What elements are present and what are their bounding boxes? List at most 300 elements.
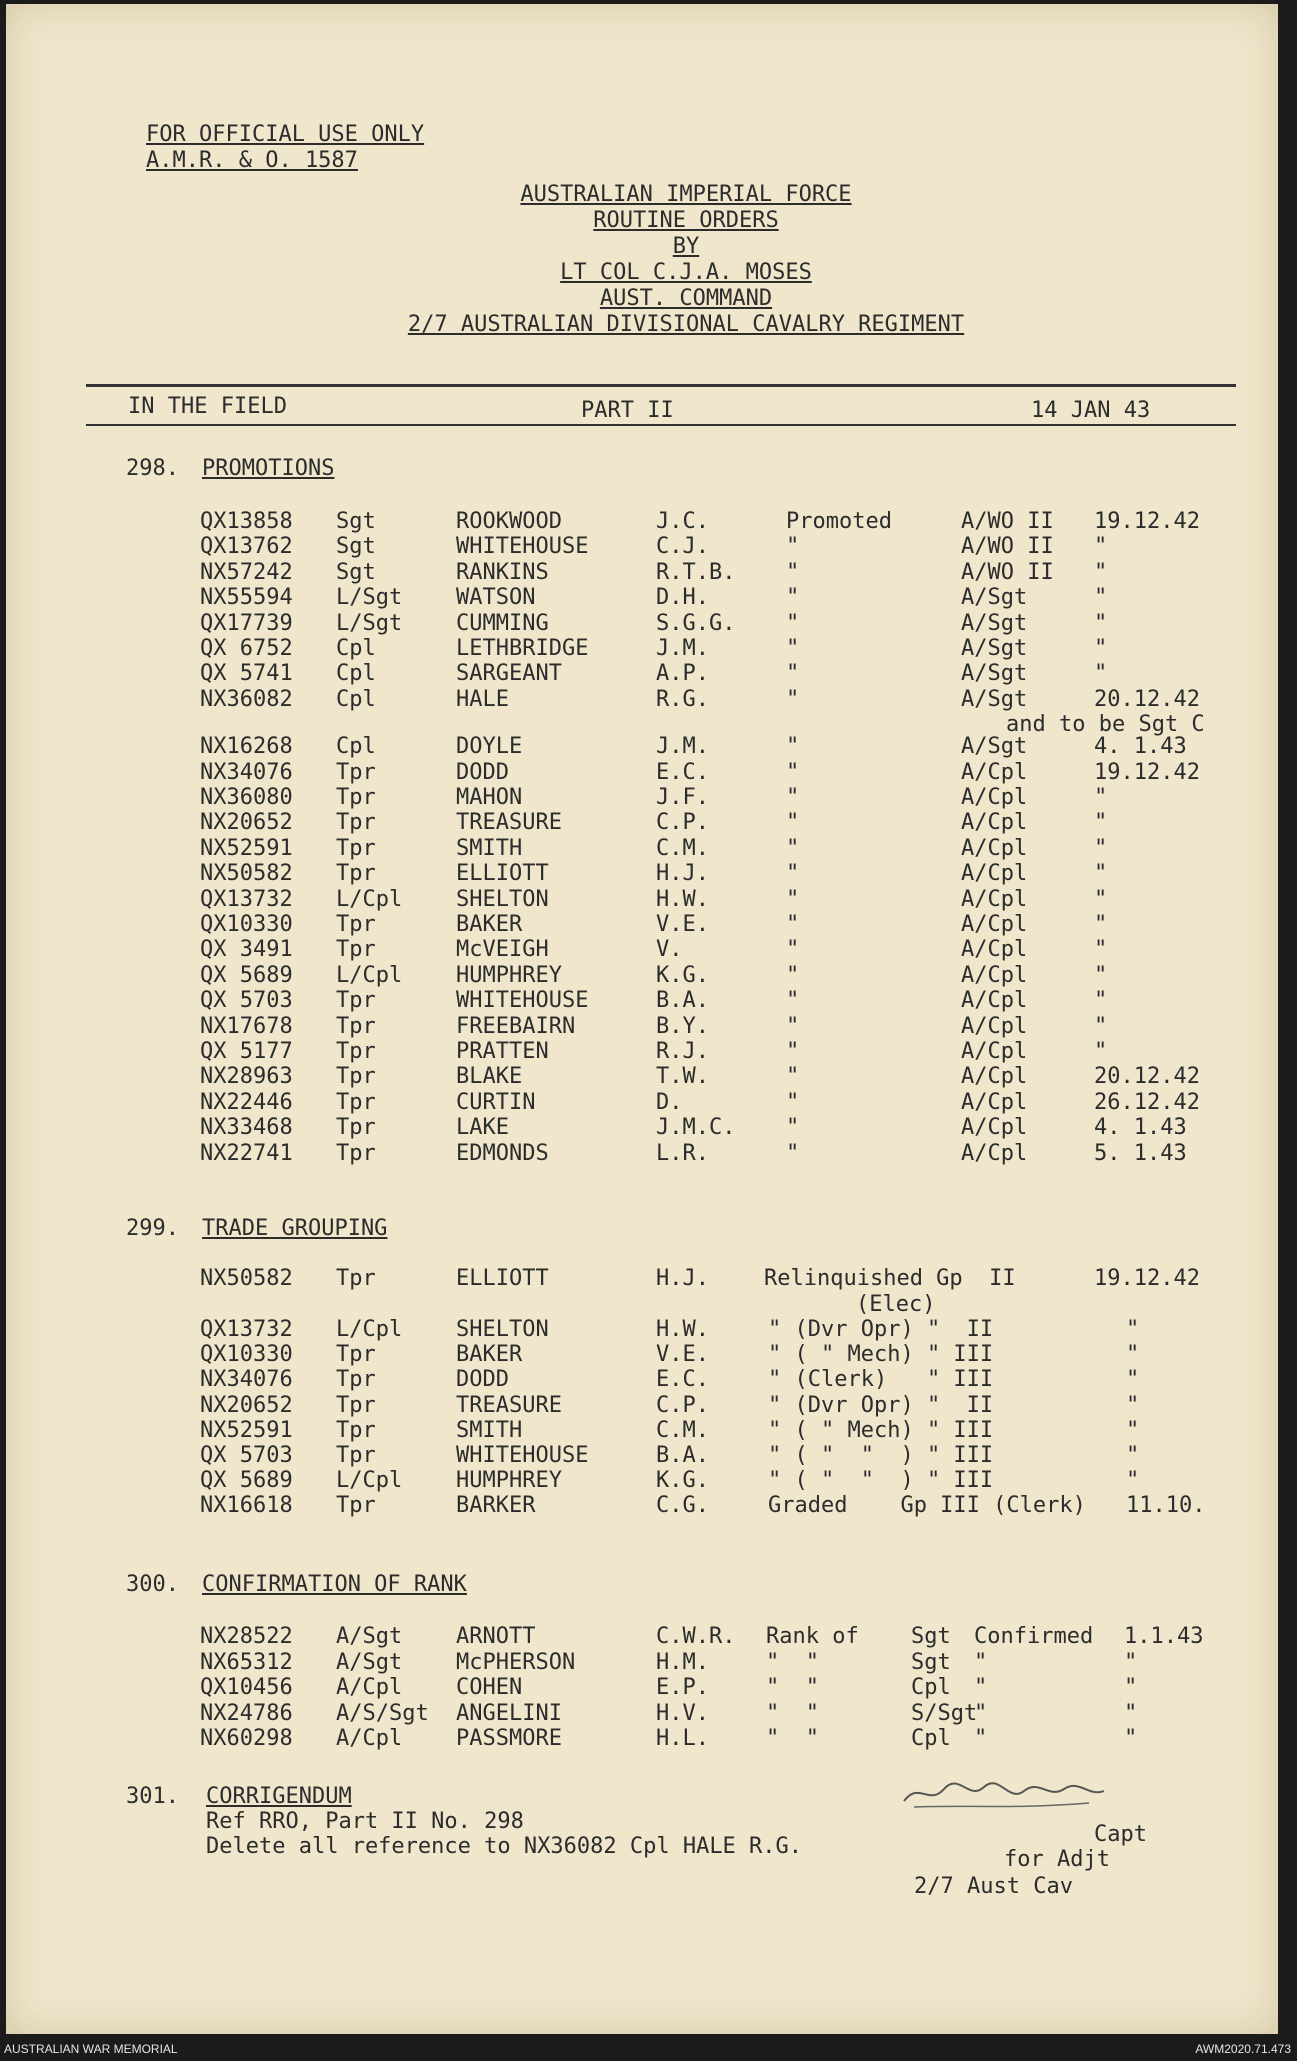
effective-date: 20.12.42 (1094, 686, 1200, 712)
rank: A/Cpl (336, 1726, 403, 1752)
rank: Tpr (336, 861, 376, 887)
rank: Tpr (336, 1064, 376, 1090)
service-number: QX10330 (200, 912, 293, 937)
surname: DODD (456, 1367, 509, 1393)
confirmation-table (6, 1624, 1278, 1764)
action: " (786, 810, 800, 836)
initials: H.M. (656, 1649, 709, 1675)
service-number: QX10456 (200, 1675, 293, 1701)
action: " (786, 937, 800, 963)
table-row (6, 734, 1278, 760)
surname: MAHON (456, 785, 523, 810)
rank: Tpr (336, 1342, 376, 1368)
trade-action: " ( " " ) " III (768, 1468, 994, 1494)
action: " (786, 886, 800, 912)
signature-unit: 2/7 Aust Cav (914, 1874, 1073, 1899)
document-page (6, 4, 1278, 2034)
table-row (6, 1342, 1278, 1368)
table-row (6, 687, 1278, 713)
service-number: NX20652 (200, 810, 293, 836)
rank: L/Cpl (336, 1468, 403, 1494)
confirmed: " (974, 1649, 988, 1675)
rank: Tpr (336, 1089, 376, 1115)
trade-action: " ( " " ) " III (768, 1443, 994, 1468)
section-number: 299. (126, 1216, 179, 1241)
table-row (6, 1014, 1278, 1040)
service-number: QX 5703 (200, 988, 293, 1014)
surname: RANKINS (456, 559, 549, 585)
rank: L/Cpl (336, 962, 403, 988)
new-rank: A/Cpl (961, 1089, 1028, 1115)
effective-date: 5. 1.43 (1094, 1140, 1187, 1166)
rank-of: Rank of (766, 1624, 859, 1649)
new-rank: A/Cpl (961, 937, 1028, 963)
service-number: NX52591 (200, 1417, 293, 1443)
surname: SMITH (456, 835, 523, 861)
action: " (786, 1013, 800, 1039)
table-row (6, 1624, 1278, 1650)
new-rank: A/Cpl (961, 1140, 1028, 1166)
rank: Tpr (336, 988, 376, 1014)
table-row (6, 585, 1278, 611)
initials: E.C. (656, 1367, 709, 1393)
initials: B.Y. (656, 1013, 709, 1039)
action: " (786, 610, 800, 636)
section-number: 298. (126, 456, 179, 481)
rank: Cpl (336, 661, 376, 687)
new-rank: A/Cpl (961, 962, 1028, 988)
effective-date: " (1126, 1342, 1140, 1368)
surname: ELLIOTT (456, 1266, 549, 1291)
effective-date: " (1094, 585, 1108, 611)
service-number: NX50582 (200, 1266, 293, 1291)
surname: HUMPHREY (456, 1468, 562, 1494)
rank: Tpr (336, 759, 376, 785)
rank: Tpr (336, 1013, 376, 1039)
surname: BAKER (456, 1342, 523, 1368)
service-number: NX57242 (200, 559, 293, 585)
rank: L/Sgt (336, 585, 403, 611)
trade-first-row (6, 1266, 1278, 1292)
table-row (6, 1090, 1278, 1116)
service-number: NX22741 (200, 1140, 293, 1166)
new-rank: A/Cpl (961, 912, 1028, 937)
new-rank: A/Sgt (961, 585, 1028, 611)
service-number: QX 5741 (200, 661, 293, 687)
promotion-note: and to be Sgt C (1006, 712, 1205, 737)
signature-rank: Capt (1094, 1822, 1147, 1847)
rank: Tpr (336, 835, 376, 861)
new-rank: A/Cpl (961, 1039, 1028, 1064)
header-rule-top (86, 384, 1236, 387)
service-number: QX 5689 (200, 1468, 293, 1494)
table-row (6, 861, 1278, 887)
rank: Tpr (336, 1266, 376, 1291)
service-number: NX24786 (200, 1700, 293, 1726)
effective-date: " (1124, 1726, 1138, 1752)
action: " (786, 988, 800, 1014)
service-number: QX13732 (200, 1317, 293, 1342)
table-row (6, 1701, 1278, 1727)
signature-role: for Adjt (1004, 1847, 1110, 1872)
effective-date: 11.10. (1126, 1493, 1206, 1519)
action: " (786, 912, 800, 937)
action: " (786, 1089, 800, 1115)
service-number: QX 5703 (200, 1443, 293, 1468)
table-row (6, 1367, 1278, 1393)
initials: D.H. (656, 585, 709, 611)
surname: SARGEANT (456, 661, 562, 687)
rank: Tpr (336, 1140, 376, 1166)
section-heading: CORRIGENDUM (206, 1784, 352, 1809)
rank-of: " " (766, 1726, 819, 1752)
reference-number: A.M.R. & O. 1587 (146, 148, 358, 173)
confirmed: Confirmed (974, 1624, 1094, 1649)
effective-date: " (1094, 661, 1108, 687)
service-number: QX17739 (200, 610, 293, 636)
effective-date: 19.12.42 (1094, 1266, 1200, 1291)
title-line-3: BY (672, 234, 700, 259)
effective-date: " (1094, 610, 1108, 636)
surname: HUMPHREY (456, 962, 562, 988)
service-number: QX 5177 (200, 1039, 293, 1064)
rank-of: " " (766, 1700, 819, 1726)
initials: A.P. (656, 661, 709, 687)
effective-date: " (1124, 1675, 1138, 1701)
effective-date: " (1094, 988, 1108, 1014)
rank: Cpl (336, 734, 376, 760)
surname: ELLIOTT (456, 861, 549, 887)
location-label: IN THE FIELD (128, 394, 287, 419)
action: " (786, 785, 800, 810)
rank: L/Cpl (336, 886, 403, 912)
header-rule-bottom (86, 424, 1236, 426)
action: " (786, 559, 800, 585)
confirmed: " (974, 1726, 988, 1752)
initials: B.A. (656, 1443, 709, 1468)
rank: Sgt (336, 559, 376, 585)
rank: Cpl (336, 636, 376, 661)
table-row (6, 810, 1278, 836)
order-date: 14 JAN 43 (1031, 398, 1151, 423)
table-row (6, 509, 1278, 535)
new-rank: A/Sgt (961, 636, 1028, 661)
surname: McPHERSON (456, 1649, 576, 1675)
table-row (6, 560, 1278, 586)
confirmed-rank: Cpl (911, 1675, 951, 1701)
rank: A/Sgt (336, 1649, 403, 1675)
effective-date: " (1126, 1317, 1140, 1342)
effective-date: " (1126, 1417, 1140, 1443)
surname: McVEIGH (456, 937, 549, 963)
initials: K.G. (656, 1468, 709, 1494)
table-row (6, 534, 1278, 560)
initials: B.A. (656, 988, 709, 1014)
table-row (6, 1418, 1278, 1444)
action: " (786, 636, 800, 661)
action: Promoted (786, 509, 892, 534)
corrigendum-line-1: Ref RRO, Part II No. 298 (206, 1809, 524, 1834)
title-line-6: 2/7 AUSTRALIAN DIVISIONAL CAVALRY REGIMENT (407, 312, 965, 337)
surname: PASSMORE (456, 1726, 562, 1752)
trade-action: " ( " Mech) " III (768, 1342, 994, 1368)
confirmed-rank: Sgt (911, 1649, 951, 1675)
rank: Tpr (336, 1443, 376, 1468)
surname: FREEBAIRN (456, 1013, 576, 1039)
table-row (6, 988, 1278, 1014)
part-label: PART II (581, 398, 674, 423)
service-number: NX55594 (200, 585, 293, 611)
effective-date: 26.12.42 (1094, 1089, 1200, 1115)
confirmed-rank: Cpl (911, 1726, 951, 1752)
effective-date: " (1126, 1392, 1140, 1418)
surname: HALE (456, 686, 509, 712)
service-number: NX60298 (200, 1726, 293, 1752)
title-line-2: ROUTINE ORDERS (593, 208, 779, 233)
service-number: QX13732 (200, 886, 293, 912)
effective-date: " (1094, 861, 1108, 887)
new-rank: A/Cpl (961, 835, 1028, 861)
initials: C.P. (656, 810, 709, 836)
surname: ANGELINI (456, 1700, 562, 1726)
effective-date: " (1094, 534, 1108, 560)
effective-date: " (1094, 810, 1108, 836)
rank: Tpr (336, 1039, 376, 1064)
table-row (6, 1393, 1278, 1419)
service-number: QX10330 (200, 1342, 293, 1368)
effective-date: " (1094, 559, 1108, 585)
surname: WHITEHOUSE (456, 1443, 589, 1468)
initials: V.E. (656, 912, 709, 937)
surname: BARKER (456, 1493, 536, 1519)
table-row (6, 1443, 1278, 1469)
effective-date: 19.12.42 (1094, 759, 1200, 785)
surname: WHITEHOUSE (456, 988, 589, 1014)
title-line-5: AUST. COMMAND (599, 286, 773, 311)
initials: C.W.R. (656, 1624, 736, 1649)
action: " (786, 661, 800, 687)
effective-date: 19.12.42 (1094, 509, 1200, 534)
initials: L.R. (656, 1140, 709, 1166)
table-row (6, 611, 1278, 637)
initials: C.M. (656, 1417, 709, 1443)
action: " (786, 1039, 800, 1064)
new-rank: A/WO II (961, 509, 1054, 534)
rank: A/Sgt (336, 1624, 403, 1649)
effective-date: 4. 1.43 (1094, 734, 1187, 760)
table-row (6, 836, 1278, 862)
rank: L/Sgt (336, 610, 403, 636)
effective-date: " (1094, 1013, 1108, 1039)
initials: R.T.B. (656, 559, 736, 585)
surname: WATSON (456, 585, 536, 611)
new-rank: A/WO II (961, 534, 1054, 560)
surname: EDMONDS (456, 1140, 549, 1166)
table-row (6, 1468, 1278, 1494)
surname: BAKER (456, 912, 523, 937)
rank: L/Cpl (336, 1317, 403, 1342)
archive-footer (0, 2036, 1297, 2061)
table-row (6, 963, 1278, 989)
trade-action: Graded Gp III (Clerk) (768, 1493, 1086, 1519)
service-number: NX50582 (200, 861, 293, 887)
effective-date: " (1126, 1468, 1140, 1494)
section-heading: CONFIRMATION OF RANK (202, 1572, 467, 1597)
surname: BLAKE (456, 1064, 523, 1090)
new-rank: A/Cpl (961, 1013, 1028, 1039)
initials: H.J. (656, 861, 709, 887)
official-use-label: FOR OFFICIAL USE ONLY (146, 122, 425, 147)
surname: PRATTEN (456, 1039, 549, 1064)
initials: H.L. (656, 1726, 709, 1752)
initials: E.C. (656, 759, 709, 785)
rank-of: " " (766, 1649, 819, 1675)
new-rank: A/Cpl (961, 861, 1028, 887)
section-number: 300. (126, 1572, 179, 1597)
effective-date: " (1094, 962, 1108, 988)
surname: LETHBRIDGE (456, 636, 589, 661)
new-rank: A/Cpl (961, 988, 1028, 1014)
surname: CURTIN (456, 1089, 536, 1115)
surname: ROOKWOOD (456, 509, 562, 534)
rank: Tpr (336, 785, 376, 810)
section-heading: PROMOTIONS (202, 456, 335, 481)
confirmed-rank: S/Sgt (911, 1700, 978, 1726)
rank: Tpr (336, 1367, 376, 1393)
initials: C.G. (656, 1493, 709, 1519)
new-rank: A/WO II (961, 559, 1054, 585)
effective-date: " (1094, 835, 1108, 861)
initials: H.V. (656, 1700, 709, 1726)
table-row (6, 887, 1278, 913)
effective-date: " (1124, 1700, 1138, 1726)
rank: Tpr (336, 1417, 376, 1443)
effective-date: " (1126, 1443, 1140, 1468)
new-rank: A/Cpl (961, 810, 1028, 836)
action: " (786, 585, 800, 611)
signature-scribble (899, 1771, 1109, 1819)
table-row (6, 785, 1278, 811)
action: " (786, 759, 800, 785)
effective-date: " (1124, 1649, 1138, 1675)
surname: SHELTON (456, 1317, 549, 1342)
surname: CUMMING (456, 610, 549, 636)
rank: A/S/Sgt (336, 1700, 429, 1726)
footer-archive-name: AUSTRALIAN WAR MEMORIAL (4, 2042, 178, 2056)
service-number: NX36082 (200, 686, 293, 712)
initials: C.J. (656, 534, 709, 560)
title-block (336, 182, 1036, 338)
action: " (786, 962, 800, 988)
initials: D. (656, 1089, 683, 1115)
table-row (6, 1493, 1278, 1519)
effective-date: " (1094, 785, 1108, 810)
action: " (786, 1064, 800, 1090)
rank: Cpl (336, 686, 376, 712)
new-rank: A/Sgt (961, 734, 1028, 760)
rank: Tpr (336, 810, 376, 836)
rank: Tpr (336, 1493, 376, 1519)
initials: H.W. (656, 886, 709, 912)
table-row (6, 661, 1278, 687)
new-rank: A/Cpl (961, 886, 1028, 912)
table-row (6, 912, 1278, 938)
effective-date: " (1094, 1039, 1108, 1064)
effective-date: " (1094, 636, 1108, 661)
trade-action: " ( " Mech) " III (768, 1417, 994, 1443)
title-line-4: LT COL C.J.A. MOSES (560, 260, 812, 285)
initials: E.P. (656, 1675, 709, 1701)
service-number: QX 3491 (200, 937, 293, 963)
action: " (786, 861, 800, 887)
surname: DODD (456, 759, 509, 785)
service-number: NX28522 (200, 1624, 293, 1649)
rank: Tpr (336, 1392, 376, 1418)
surname: SMITH (456, 1417, 523, 1443)
new-rank: A/Cpl (961, 785, 1028, 810)
footer-accession-number: AWM2020.71.473 (1195, 2042, 1291, 2056)
rank-of: " " (766, 1675, 819, 1701)
service-number: NX16268 (200, 734, 293, 760)
table-row (6, 1115, 1278, 1141)
action: " (786, 686, 800, 712)
initials: S.G.G. (656, 610, 736, 636)
table-row (6, 1675, 1278, 1701)
new-rank: A/Cpl (961, 1115, 1028, 1141)
table-row (6, 760, 1278, 786)
table-row (6, 636, 1278, 662)
service-number: NX22446 (200, 1089, 293, 1115)
action: " (786, 835, 800, 861)
new-rank: A/Cpl (961, 759, 1028, 785)
initials: J.C. (656, 509, 709, 534)
confirmed-rank: Sgt (911, 1624, 951, 1649)
surname: COHEN (456, 1675, 523, 1701)
effective-date: 4. 1.43 (1094, 1115, 1187, 1141)
initials: H.W. (656, 1317, 709, 1342)
effective-date: 20.12.42 (1094, 1064, 1200, 1090)
surname: LAKE (456, 1115, 509, 1141)
section-number: 301. (126, 1784, 179, 1809)
action: " (786, 1115, 800, 1141)
effective-date: " (1094, 886, 1108, 912)
service-number: NX34076 (200, 759, 293, 785)
table-row (6, 1317, 1278, 1343)
action: " (786, 534, 800, 560)
trade-action: " (Dvr Opr) " II (768, 1317, 994, 1342)
effective-date: " (1094, 912, 1108, 937)
service-number: NX65312 (200, 1649, 293, 1675)
action: Relinquished Gp II (764, 1266, 1016, 1291)
title-line-1: AUSTRALIAN IMPERIAL FORCE (520, 182, 852, 207)
service-number: NX16618 (200, 1493, 293, 1519)
table-row (6, 937, 1278, 963)
new-rank: A/Cpl (961, 1064, 1028, 1090)
confirmed: " (974, 1700, 988, 1726)
initials: J.M. (656, 734, 709, 760)
rank: Sgt (336, 509, 376, 534)
service-number: QX13858 (200, 509, 293, 534)
service-number: NX17678 (200, 1013, 293, 1039)
new-rank: A/Sgt (961, 661, 1028, 687)
new-rank: A/Sgt (961, 610, 1028, 636)
effective-date: " (1126, 1367, 1140, 1393)
trade-table (6, 1317, 1278, 1537)
confirmed: " (974, 1675, 988, 1701)
table-row (6, 1039, 1278, 1065)
action: " (786, 1140, 800, 1166)
surname: TREASURE (456, 810, 562, 836)
